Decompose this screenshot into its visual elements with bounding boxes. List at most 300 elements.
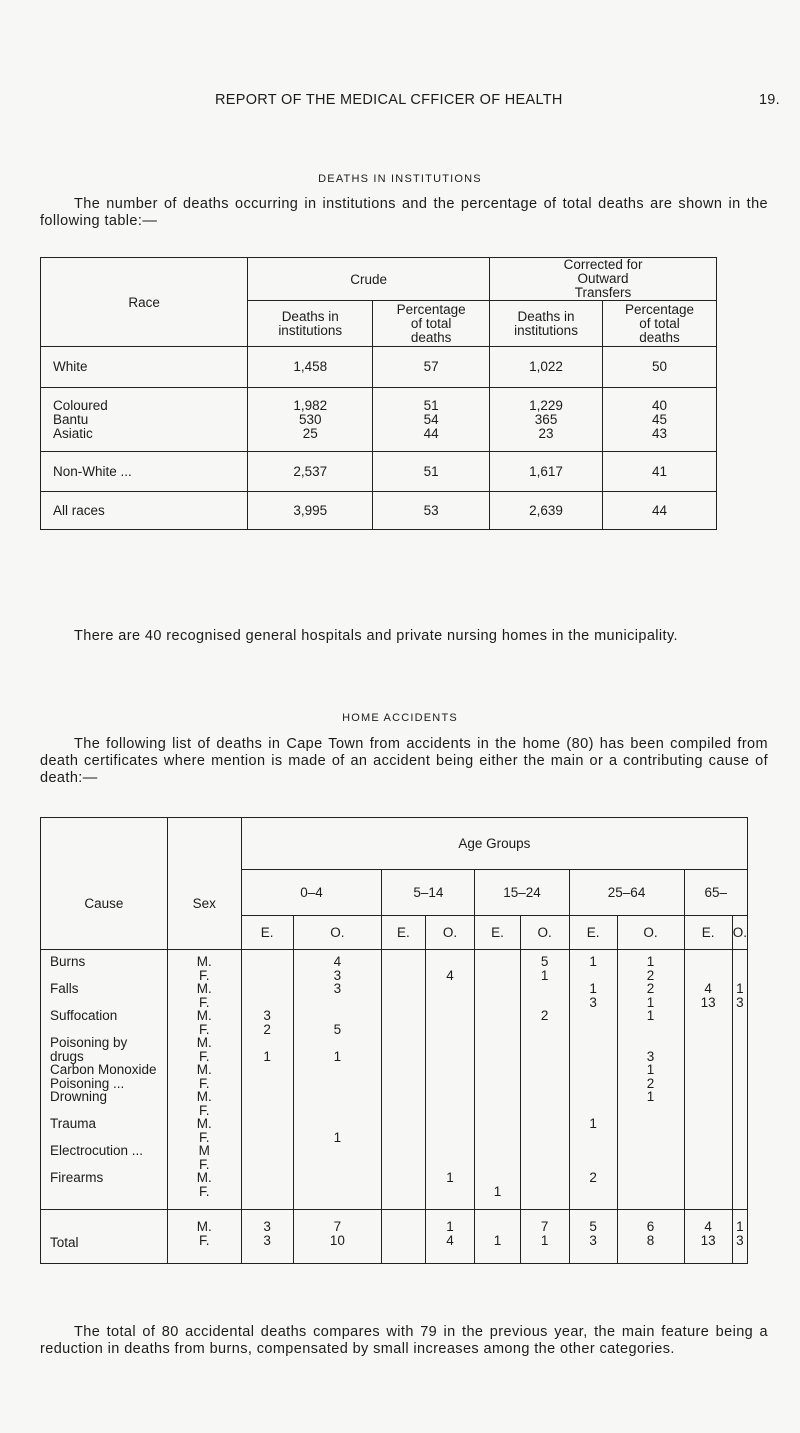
table-cell: 4	[704, 981, 712, 996]
table-cell	[521, 1023, 569, 1037]
table-cell	[733, 1077, 747, 1091]
total-cell: 6	[646, 1219, 655, 1234]
table-cell	[618, 1023, 684, 1037]
table-cell	[618, 1171, 684, 1185]
sex-label: M.	[196, 1008, 212, 1023]
total-column	[382, 1210, 425, 1264]
table-cell	[733, 1104, 747, 1118]
race-label: All races	[53, 502, 105, 518]
table-cell	[733, 1090, 747, 1104]
table-cell	[733, 1063, 747, 1077]
sex-label: M.	[196, 981, 212, 996]
table-cell: 3	[646, 1048, 655, 1064]
cell: 57	[423, 359, 439, 374]
table-cell: 2	[646, 1075, 655, 1091]
cause-label: Electrocution ...	[50, 1143, 144, 1158]
institutions-intro: The number of deaths occurring in institutions and the percentage of total deaths are shown in the following table:—	[40, 196, 768, 229]
table-cell	[618, 1158, 684, 1172]
table-cell	[570, 1036, 617, 1050]
table-cell	[685, 955, 732, 969]
total-cell	[382, 1220, 424, 1234]
table-cell	[570, 1050, 617, 1064]
table-cell	[685, 1117, 732, 1131]
table-cell	[521, 1144, 569, 1158]
cell: 51	[423, 463, 439, 479]
table-cell	[570, 969, 617, 983]
table-cell	[426, 1185, 475, 1199]
table-cell	[294, 1158, 382, 1172]
table-cell	[382, 1063, 424, 1077]
sex-label: F.	[198, 994, 210, 1010]
cell: 1,229	[529, 397, 563, 413]
table-cell	[570, 1158, 617, 1172]
col-crude-deaths: Deaths in institutions	[248, 301, 373, 347]
table-cell	[382, 1171, 424, 1185]
table-cell	[521, 1171, 569, 1185]
table-cell	[475, 1171, 519, 1185]
cause-label: Suffocation	[50, 1008, 118, 1023]
table-cell	[733, 1158, 747, 1172]
total-column	[569, 1210, 617, 1264]
table-cell	[242, 996, 293, 1010]
total-cell: 5	[589, 1219, 597, 1234]
table-cell	[426, 982, 475, 996]
table-cell	[521, 1117, 569, 1131]
cause-label: drugs	[50, 1048, 84, 1064]
group-crude: Crude	[248, 258, 490, 301]
institutions-table	[40, 257, 717, 530]
table-cell: 2	[589, 1170, 597, 1185]
sex-label: M.	[196, 1062, 212, 1077]
table-cell	[685, 1090, 732, 1104]
cell: 530	[298, 411, 322, 427]
table-cell	[618, 1104, 684, 1118]
table-cell	[426, 1009, 475, 1023]
total-cell: 7	[333, 1219, 342, 1234]
total-column	[425, 1210, 475, 1264]
table-cell	[618, 1131, 684, 1145]
table-cell	[685, 1077, 732, 1091]
total-cell: 1	[540, 1232, 549, 1248]
table-cell	[242, 1036, 293, 1050]
table-cell	[733, 1009, 747, 1023]
table-cell	[294, 1185, 382, 1199]
hospitals-note: There are 40 recognised general hospitals and private nursing homes in the municipality.	[74, 628, 678, 644]
page-number: 19.	[758, 92, 780, 108]
table-cell	[382, 982, 424, 996]
table-row	[41, 347, 717, 388]
table-cell	[570, 1063, 617, 1077]
age-group-65: 65–	[684, 870, 747, 916]
table-cell	[685, 1063, 732, 1077]
table-cell	[475, 1104, 519, 1118]
table-cell	[521, 1104, 569, 1118]
sub-o: O.	[520, 916, 569, 950]
sub-e: E.	[382, 916, 425, 950]
table-cell: 2	[263, 1021, 271, 1037]
table-cell	[426, 1158, 475, 1172]
table-cell	[475, 1090, 519, 1104]
sex-label: M.	[196, 1116, 212, 1131]
age-group-15-24: 15–24	[475, 870, 569, 916]
table-row	[41, 452, 717, 492]
sub-o: O.	[425, 916, 475, 950]
table-cell	[382, 1158, 424, 1172]
table-cell	[685, 1144, 732, 1158]
value-column	[617, 950, 684, 1210]
cell: 51	[423, 397, 439, 413]
table-cell	[570, 1090, 617, 1104]
table-cell	[685, 1171, 732, 1185]
total-cell: 4	[704, 1219, 712, 1234]
col-sex: Sex	[167, 818, 241, 950]
table-cell	[382, 996, 424, 1010]
home-accidents-intro: The following list of deaths in Cape Town from accidents in the home (80) has been compiled from death certificates where mention is made of an accident being either the main or a contributing cause of death:—	[40, 736, 768, 786]
table-cell	[294, 1090, 382, 1104]
table-cell: 2	[540, 1008, 549, 1023]
sex-label: F.	[198, 1021, 210, 1037]
table-cell	[475, 1117, 519, 1131]
cause-label	[50, 1131, 167, 1145]
col-crude-pct: Percentage of total deaths	[373, 301, 490, 347]
total-column	[684, 1210, 732, 1264]
table-cell	[618, 1144, 684, 1158]
table-cell	[426, 1131, 475, 1145]
sex-label: F.	[198, 1129, 210, 1145]
cause-label: Poisoning ...	[50, 1075, 125, 1091]
table-cell	[521, 1077, 569, 1091]
cell: 54	[423, 411, 439, 427]
table-cell	[570, 1131, 617, 1145]
total-sex-label: F.	[198, 1232, 210, 1248]
accidents-body-row	[41, 950, 748, 1210]
table-cell	[242, 1185, 293, 1199]
cause-label: Burns	[50, 954, 86, 969]
home-accidents-note: The total of 80 accidental deaths compares with 79 in the previous year, the main feature being a reduction in deaths from burns, compensated by small increases among the other categories.	[40, 1324, 768, 1357]
home-accidents-heading: HOME ACCIDENTS	[342, 712, 458, 724]
table-cell: 1	[589, 981, 597, 996]
table-cell	[685, 1185, 732, 1199]
age-group-25-64: 25–64	[569, 870, 684, 916]
total-cell: 3	[736, 1232, 744, 1248]
table-cell	[521, 1185, 569, 1199]
table-cell	[242, 1144, 293, 1158]
table-cell	[382, 1077, 424, 1091]
table-cell	[294, 1063, 382, 1077]
total-cell: 13	[700, 1232, 716, 1248]
table-cell	[733, 1036, 747, 1050]
cell: 2,537	[293, 463, 328, 479]
table-cell	[685, 1009, 732, 1023]
table-cell	[382, 1023, 424, 1037]
total-cell: 3	[263, 1232, 271, 1248]
sex-label: M	[198, 1143, 210, 1158]
sex-label: F.	[198, 1102, 210, 1118]
table-cell	[618, 1117, 684, 1131]
cause-label: Poisoning by	[50, 1035, 128, 1050]
cell: 23	[538, 425, 554, 441]
race-label: White	[53, 359, 88, 374]
total-cell: 3	[263, 1219, 271, 1234]
table-cell: 3	[263, 1008, 271, 1023]
col-race: Race	[41, 258, 248, 347]
table-cell: 1	[646, 1089, 655, 1104]
table-cell	[570, 1144, 617, 1158]
cause-label: Firearms	[50, 1170, 104, 1185]
cause-label	[50, 1023, 167, 1037]
group-age: Age Groups	[241, 818, 747, 870]
table-cell: 1	[646, 954, 655, 969]
cell: 53	[423, 502, 439, 518]
table-cell	[685, 969, 732, 983]
value-column	[732, 950, 747, 1210]
table-cell	[570, 1009, 617, 1023]
cause-label	[50, 1185, 167, 1199]
table-cell	[521, 1050, 569, 1064]
table-cell: 5	[540, 954, 549, 969]
table-cell	[475, 1036, 519, 1050]
table-cell: 1	[333, 1129, 342, 1145]
table-cell	[521, 1131, 569, 1145]
value-column	[425, 950, 475, 1210]
table-cell: 3	[736, 994, 744, 1010]
col-corr-pct: Percentage of total deaths	[603, 301, 717, 347]
table-cell: 13	[700, 994, 716, 1010]
table-cell: 1	[736, 981, 744, 996]
table-cell	[426, 1050, 475, 1064]
table-cell	[733, 1185, 747, 1199]
cause-label	[50, 1104, 167, 1118]
total-cell: 3	[589, 1232, 597, 1248]
home-accidents-table	[40, 817, 748, 1264]
cause-label: Falls	[50, 981, 79, 996]
table-cell: 5	[333, 1021, 342, 1037]
table-cell	[242, 1063, 293, 1077]
race-label: Non-White ...	[53, 463, 132, 479]
table-cell: 1	[646, 994, 655, 1010]
table-cell: 1	[646, 1062, 655, 1077]
table-cell	[382, 1009, 424, 1023]
sex-label: F.	[198, 1156, 210, 1172]
cause-label	[50, 996, 167, 1010]
total-column	[241, 1210, 293, 1264]
table-cell	[426, 996, 475, 1010]
table-cell	[475, 996, 519, 1010]
table-cell: 1	[493, 1183, 502, 1199]
total-row	[41, 1210, 748, 1264]
table-cell	[294, 1117, 382, 1131]
table-cell	[618, 1036, 684, 1050]
table-cell	[733, 1117, 747, 1131]
table-row	[41, 388, 717, 452]
total-column	[617, 1210, 684, 1264]
table-cell	[521, 982, 569, 996]
table-cell	[242, 1077, 293, 1091]
group-corrected: Corrected for Outward Transfers	[490, 258, 717, 301]
sub-o: O.	[293, 916, 382, 950]
table-cell	[426, 1063, 475, 1077]
cell: 44	[423, 425, 439, 441]
table-cell	[733, 955, 747, 969]
total-cell	[475, 1220, 519, 1234]
cell: 3,995	[293, 502, 328, 518]
table-cell: 3	[333, 981, 342, 996]
cause-list	[50, 955, 167, 1198]
cell: 2,639	[529, 502, 563, 518]
table-cell: 2	[646, 981, 655, 996]
table-cell	[685, 1158, 732, 1172]
table-cell	[521, 1158, 569, 1172]
sub-e: E.	[569, 916, 617, 950]
col-cause: Cause	[41, 818, 168, 950]
table-cell	[618, 1185, 684, 1199]
table-cell	[733, 969, 747, 983]
table-cell	[294, 1009, 382, 1023]
table-cell	[294, 1171, 382, 1185]
table-cell	[570, 1077, 617, 1091]
table-cell	[475, 1077, 519, 1091]
table-cell	[685, 1036, 732, 1050]
sex-label: F.	[198, 967, 210, 983]
cell: 1,982	[293, 397, 328, 413]
table-cell	[242, 1104, 293, 1118]
table-cell	[521, 996, 569, 1010]
table-cell: 1	[589, 954, 597, 969]
table-cell	[242, 982, 293, 996]
table-cell	[685, 1050, 732, 1064]
table-cell	[426, 955, 475, 969]
cell: 1,617	[529, 463, 563, 479]
table-cell: 1	[333, 1048, 342, 1064]
table-cell	[382, 1036, 424, 1050]
cell: 50	[652, 359, 668, 374]
total-column	[732, 1210, 747, 1264]
table-cell	[521, 1063, 569, 1077]
table-cell: 1	[446, 1170, 454, 1185]
table-cell: 4	[333, 954, 342, 969]
table-cell: 1	[646, 1008, 655, 1023]
value-column	[382, 950, 425, 1210]
sub-e: E.	[241, 916, 293, 950]
race-label: Coloured	[53, 397, 108, 413]
table-cell	[475, 1050, 519, 1064]
table-cell	[475, 1144, 519, 1158]
table-cell	[242, 955, 293, 969]
table-cell	[242, 1117, 293, 1131]
total-sex-label: M.	[196, 1219, 212, 1234]
table-cell	[242, 1171, 293, 1185]
total-cell: 4	[446, 1232, 454, 1248]
cell: 40	[652, 397, 668, 413]
col-corr-deaths: Deaths in institutions	[490, 301, 603, 347]
table-cell	[521, 1036, 569, 1050]
cell: 44	[652, 502, 668, 518]
value-column	[475, 950, 520, 1210]
table-cell	[382, 1117, 424, 1131]
table-cell: 2	[646, 967, 655, 983]
table-cell	[475, 1131, 519, 1145]
table-cell	[475, 1009, 519, 1023]
table-cell	[294, 1077, 382, 1091]
table-cell	[242, 969, 293, 983]
sex-label: F.	[198, 1075, 210, 1091]
value-column	[241, 950, 293, 1210]
total-cell: 1	[736, 1219, 744, 1234]
cell: 45	[652, 411, 668, 427]
table-cell	[382, 1144, 424, 1158]
table-cell	[382, 1050, 424, 1064]
table-cell	[570, 1104, 617, 1118]
table-cell	[242, 1131, 293, 1145]
sub-o: O.	[617, 916, 684, 950]
cell: 43	[652, 425, 668, 441]
table-cell	[733, 1171, 747, 1185]
table-cell: 3	[333, 967, 342, 983]
table-cell	[426, 1104, 475, 1118]
report-title: REPORT OF THE MEDICAL CFFICER OF HEALTH	[215, 92, 563, 108]
table-cell	[521, 1090, 569, 1104]
table-cell	[294, 1036, 382, 1050]
table-cell	[570, 1023, 617, 1037]
table-row	[41, 492, 717, 530]
table-cell	[382, 969, 424, 983]
value-column	[293, 950, 382, 1210]
total-column	[293, 1210, 382, 1264]
table-cell	[733, 1131, 747, 1145]
sub-e: E.	[684, 916, 732, 950]
table-cell	[475, 969, 519, 983]
race-label: Asiatic	[53, 425, 93, 441]
sex-label: M.	[196, 1035, 212, 1050]
table-cell	[685, 1023, 732, 1037]
deaths-in-institutions-heading: DEATHS IN INSTITUTIONS	[318, 173, 482, 185]
cause-label: Trauma	[50, 1116, 97, 1131]
table-cell	[242, 1090, 293, 1104]
cause-label: Carbon Monoxide	[50, 1062, 157, 1077]
sex-label: M.	[196, 1170, 212, 1185]
table-cell	[475, 955, 519, 969]
value-column	[569, 950, 617, 1210]
table-cell: 1	[540, 967, 549, 983]
cause-label	[50, 1158, 167, 1172]
total-column	[475, 1210, 520, 1264]
total-cell: 10	[329, 1232, 345, 1248]
table-cell	[426, 1077, 475, 1091]
table-cell	[242, 1158, 293, 1172]
table-cell	[426, 1090, 475, 1104]
value-column	[520, 950, 569, 1210]
sub-e: E.	[475, 916, 520, 950]
table-cell	[382, 1104, 424, 1118]
table-cell	[382, 1185, 424, 1199]
table-cell	[685, 1104, 732, 1118]
table-cell: 4	[446, 967, 454, 983]
table-cell	[733, 1144, 747, 1158]
total-label: Total	[50, 1235, 79, 1250]
age-group-0-4: 0–4	[241, 870, 381, 916]
cause-label: Drowning	[50, 1089, 108, 1104]
table-cell	[475, 1158, 519, 1172]
table-cell: 1	[263, 1048, 271, 1064]
total-cell	[382, 1234, 424, 1248]
sex-label: M.	[196, 954, 212, 969]
sex-list	[168, 955, 241, 1198]
cell: 25	[302, 425, 318, 441]
total-cell: 8	[646, 1232, 655, 1248]
table-cell: 1	[589, 1116, 597, 1131]
table-cell	[426, 1036, 475, 1050]
sex-label: F.	[198, 1183, 210, 1199]
